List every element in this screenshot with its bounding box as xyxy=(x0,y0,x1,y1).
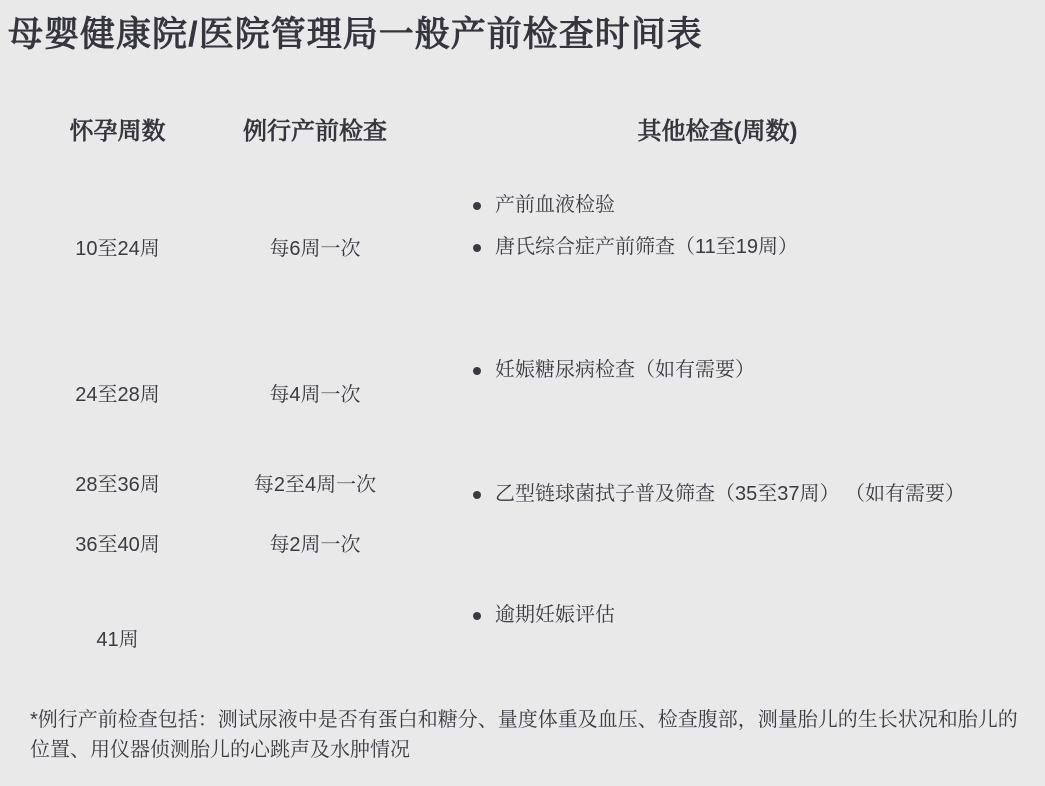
header-routine-checkup: 例行产前检查 xyxy=(243,118,387,145)
header-weeks: 怀孕周数 xyxy=(69,118,166,145)
bullet-icon xyxy=(473,202,481,210)
table-row xyxy=(20,582,1020,682)
other-check-label: 唐氏综合症产前筛查（11至19周） xyxy=(495,236,799,258)
weeks-cell: 28至36周 xyxy=(75,474,160,496)
list-item xyxy=(473,482,965,507)
bullet-icon xyxy=(473,612,481,620)
other-checks-cell xyxy=(415,448,1020,520)
bullet-icon xyxy=(473,244,481,252)
other-checks-list xyxy=(415,168,798,260)
other-checks-list xyxy=(415,582,615,628)
other-check-label: 妊娠糖尿病检查（如有需要） xyxy=(495,359,755,381)
antenatal-schedule-table xyxy=(20,112,1020,682)
routine-cell xyxy=(215,582,415,682)
table-row xyxy=(20,333,1020,448)
weeks-cell: 10至24周 xyxy=(75,238,160,260)
other-checks-cell xyxy=(415,582,1020,682)
list-item xyxy=(473,603,615,628)
routine-cell: 每6周一次 xyxy=(269,238,361,260)
routine-cell: 每2至4周一次 xyxy=(253,474,377,496)
weeks-cell: 36至40周 xyxy=(75,534,160,556)
footnote: *例行产前检查包括：测试尿液中是否有蛋白和糖分、量度体重及血压、检查腹部，测量胎儿的生长状况和胎儿的位置、用仪器侦测胎儿的心跳声及水肿情况 xyxy=(30,709,1018,761)
table-header-row xyxy=(20,112,1020,168)
weeks-cell: 41周 xyxy=(96,629,139,651)
header-other-checks: 其他检查(周数) xyxy=(637,118,798,145)
bullet-icon xyxy=(473,367,481,375)
list-item xyxy=(473,193,798,218)
other-checks-cell xyxy=(415,333,1020,448)
list-item xyxy=(473,358,755,383)
other-check-label: 产前血液检验 xyxy=(495,194,615,216)
routine-cell: 每2周一次 xyxy=(269,534,361,556)
weeks-cell: 24至28周 xyxy=(75,384,160,406)
page-title: 母婴健康院/医院管理局一般产前检查时间表 xyxy=(8,15,703,54)
bullet-icon xyxy=(473,491,481,499)
other-checks-cell xyxy=(415,520,1020,582)
other-check-label: 乙型链球菌拭子普及筛查（35至37周） （如有需要） xyxy=(495,483,966,505)
other-check-label: 逾期妊娠评估 xyxy=(495,604,615,626)
other-checks-cell xyxy=(415,168,1020,333)
other-checks-list xyxy=(415,448,965,507)
table-row xyxy=(20,448,1020,520)
table-row xyxy=(20,520,1020,582)
other-checks-list xyxy=(415,333,755,383)
list-item xyxy=(473,235,798,260)
routine-cell: 每4周一次 xyxy=(269,384,361,406)
table-row xyxy=(20,168,1020,333)
